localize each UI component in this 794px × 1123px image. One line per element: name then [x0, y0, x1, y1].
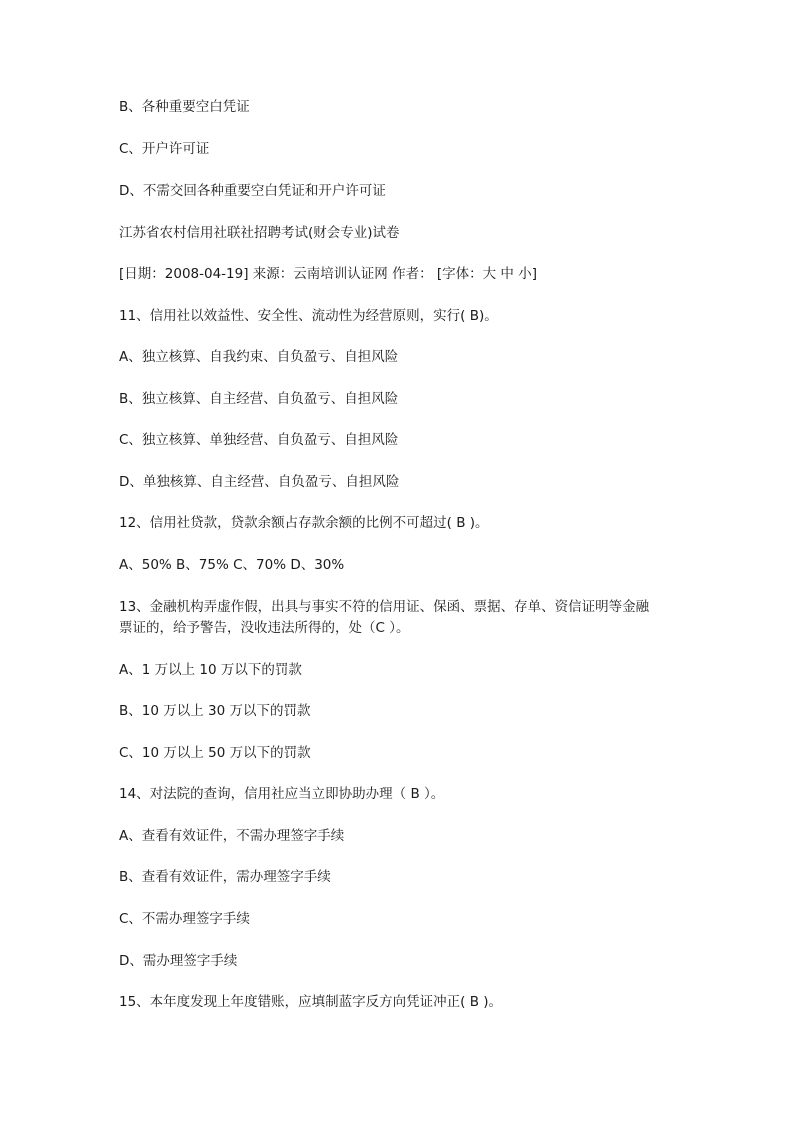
question-line: 14、对法院的查询，信用社应当立即协助办理（ B ）。 — [119, 786, 445, 802]
question-line: 11、信用社以效益性、安全性、流动性为经营原则，实行( B)。 — [119, 308, 498, 324]
option-line: C、开户许可证 — [119, 141, 210, 157]
option-line: D、需办理签字手续 — [119, 953, 238, 969]
exam-title: 江苏省农村信用社联社招聘考试(财会专业)试卷 — [119, 225, 400, 241]
option-line: A、查看有效证件，不需办理签字手续 — [119, 828, 345, 844]
question-line: 15、本年度发现上年度错账，应填制蓝字反方向凭证冲正( B )。 — [119, 994, 503, 1010]
option-line: A、独立核算、自我约束、自负盈亏、自担风险 — [119, 349, 399, 365]
option-line: B、10 万以上 30 万以下的罚款 — [119, 703, 311, 719]
option-line: C、10 万以上 50 万以下的罚款 — [119, 745, 311, 761]
article-meta: [日期：2008-04-19] 来源：云南培训认证网 作者： [字体：大 中 小] — [119, 266, 537, 282]
option-line: B、查看有效证件，需办理签字手续 — [119, 869, 331, 885]
option-line: A、1 万以上 10 万以下的罚款 — [119, 662, 302, 678]
question-line: 13、金融机构弄虚作假，出具与事实不符的信用证、保函、票据、存单、资信证明等金融 — [119, 599, 650, 615]
question-line-continued: 票证的，给予警告，没收违法所得的，处（C ）。 — [119, 620, 410, 636]
option-line: C、独立核算、单独经营、自负盈亏、自担风险 — [119, 432, 399, 448]
question-line: 12、信用社贷款，贷款余额占存款余额的比例不可超过( B )。 — [119, 515, 489, 531]
option-line: B、独立核算、自主经营、自负盈亏、自担风险 — [119, 391, 399, 407]
option-line: D、不需交回各种重要空白凭证和开户许可证 — [119, 183, 386, 199]
option-line: C、不需办理签字手续 — [119, 911, 250, 927]
option-line: D、单独核算、自主经营、自负盈亏、自担风险 — [119, 474, 400, 490]
option-line: B、各种重要空白凭证 — [119, 99, 250, 115]
option-line: A、50% B、75% C、70% D、30% — [119, 557, 345, 573]
